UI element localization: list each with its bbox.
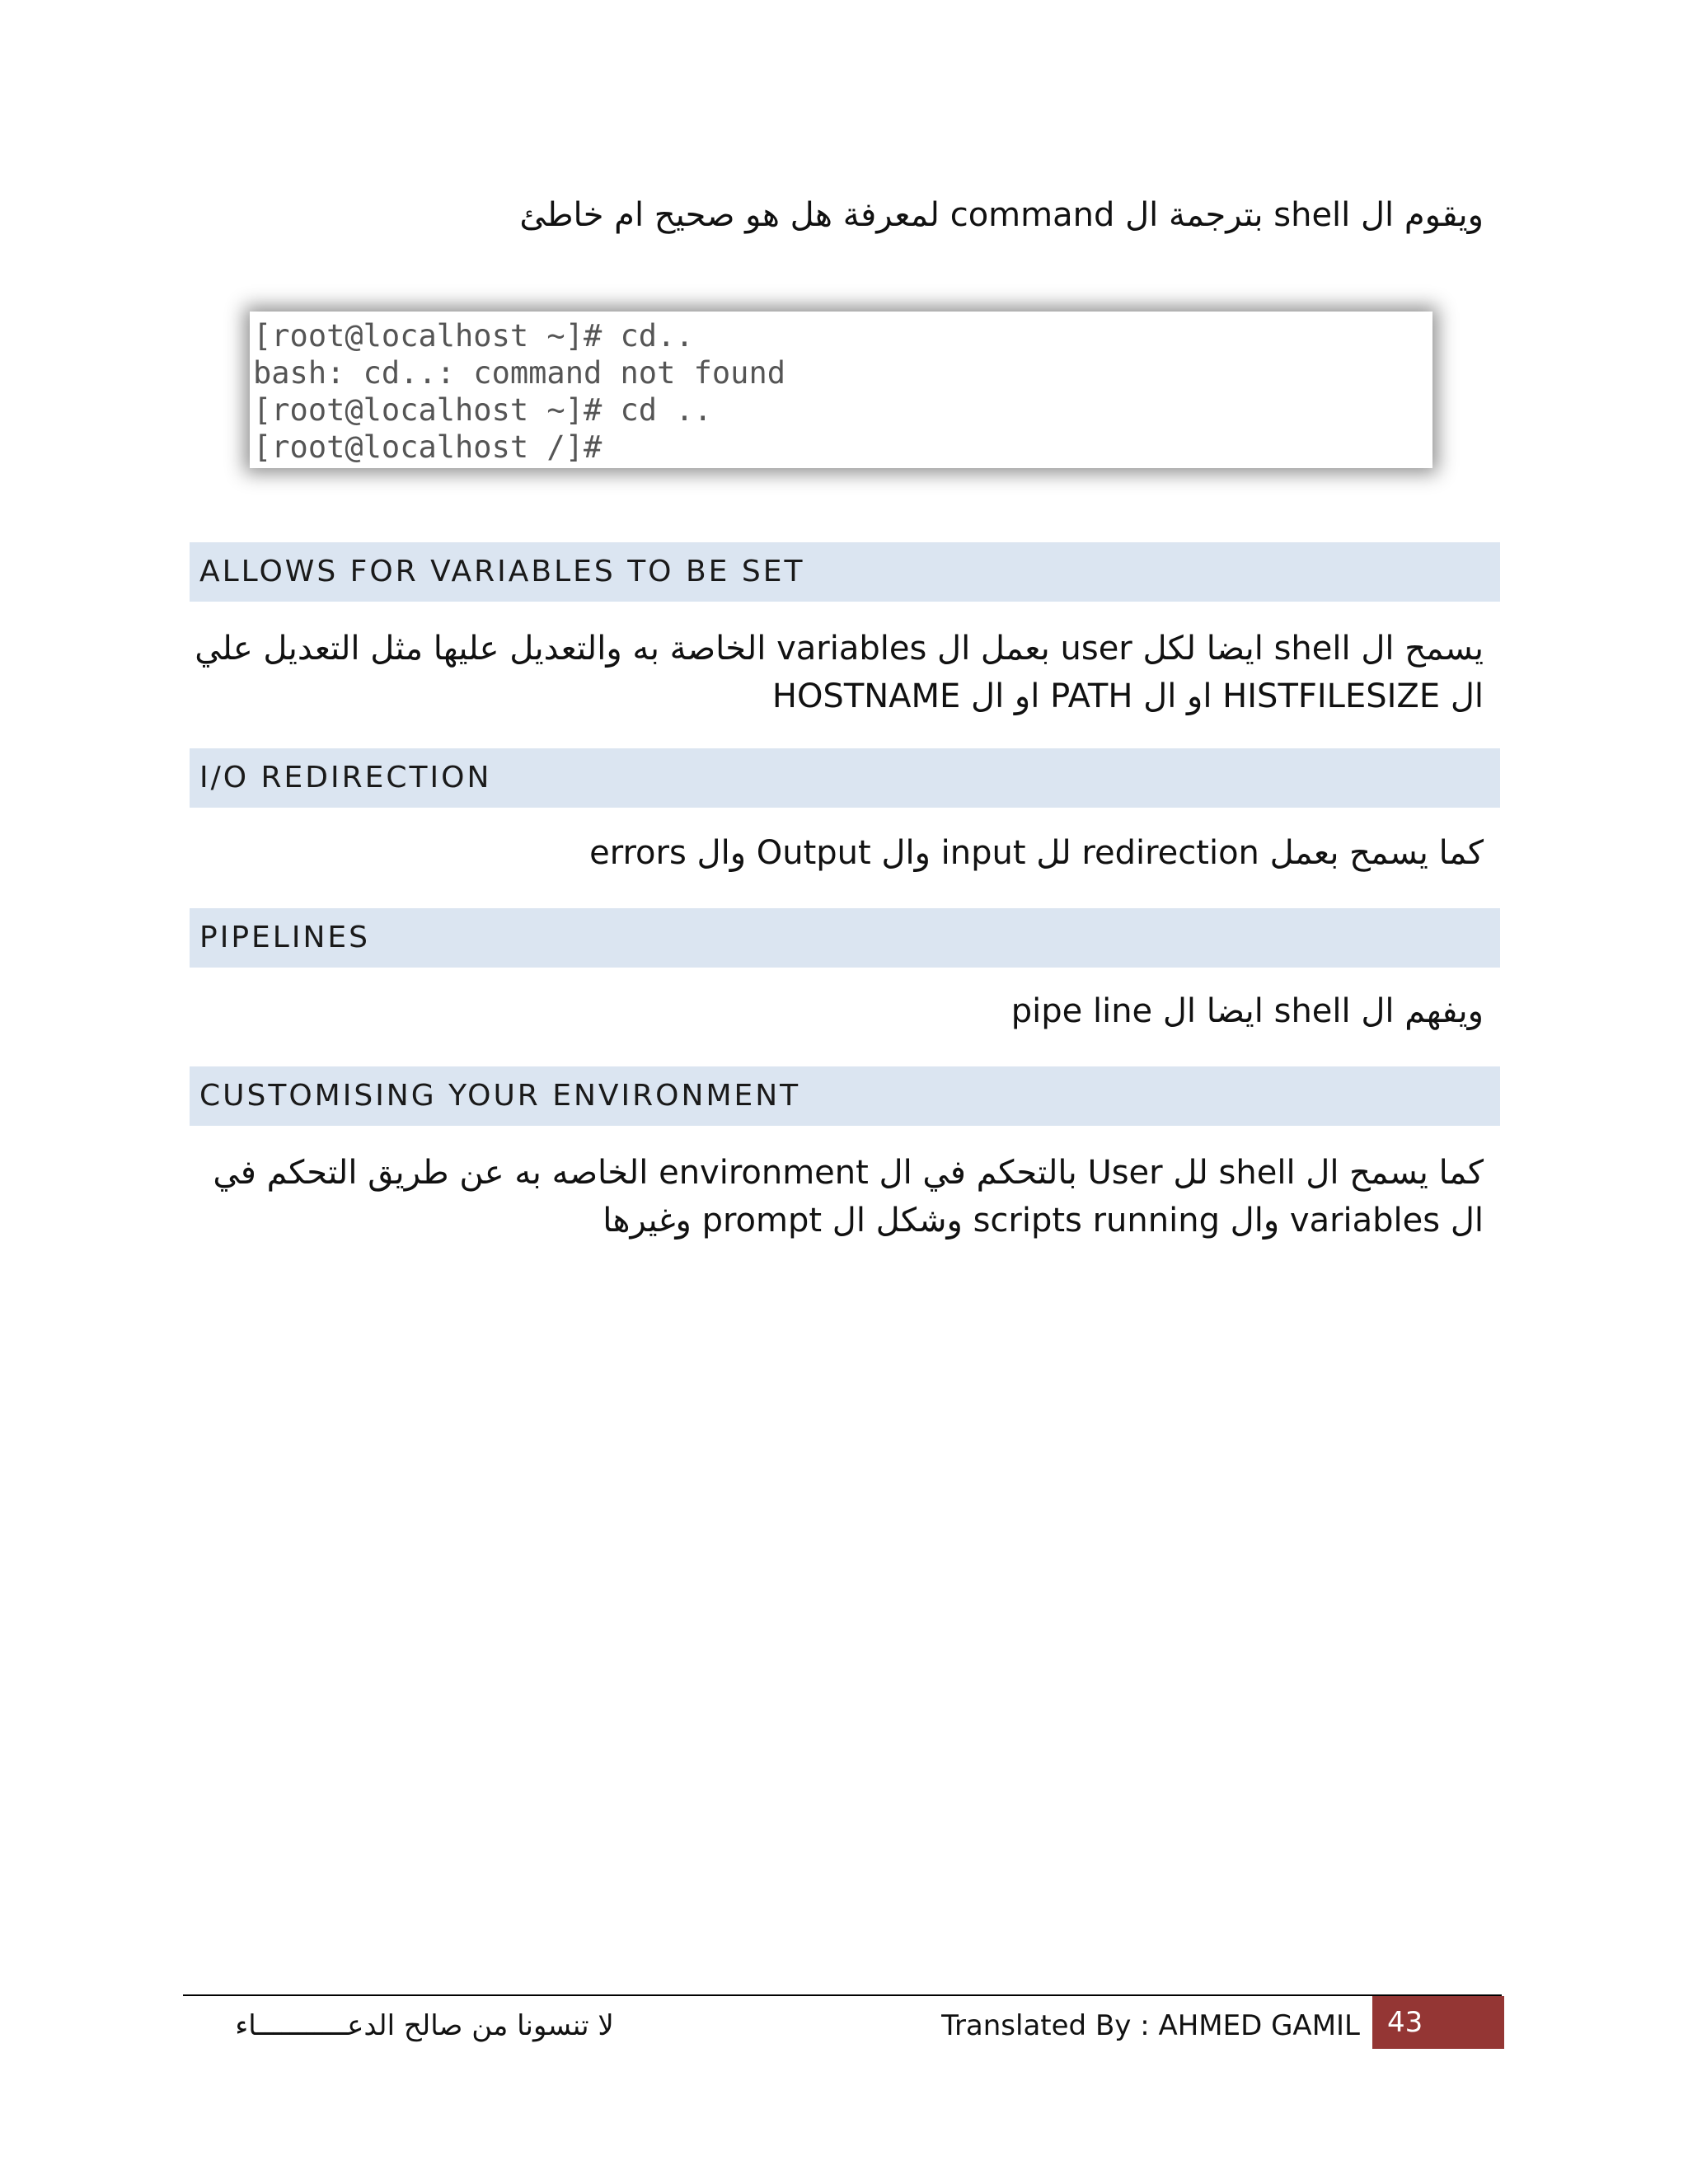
paragraph-line: كما يسمح ال shell لل User بالتحكم في ال environment الخاصه به عن طريق التحكم في bbox=[213, 1154, 1484, 1192]
section-heading-variables: ALLOWS FOR VARIABLES TO BE SET bbox=[190, 542, 1500, 602]
paragraph-line: ويقوم ال shell بترجمة ال command لمعرفة هل هو صحيح ام خاطئ bbox=[519, 196, 1484, 234]
terminal-line: [root@localhost ~]# cd .. bbox=[253, 392, 712, 428]
terminal-line: [root@localhost /]# bbox=[253, 429, 603, 465]
section-heading-io-redirection: I/O REDIRECTION bbox=[190, 748, 1500, 808]
terminal-line: bash: cd..: command not found bbox=[253, 355, 786, 391]
paragraph-line: يسمح ال shell ايضا لكل user بعمل ال variables الخاصة به والتعديل عليها مثل التعديل علي bbox=[195, 630, 1484, 668]
paragraph-line: ال HISTFILESIZE او ال PATH او ال HOSTNAME bbox=[771, 677, 1484, 715]
footer-divider bbox=[183, 1994, 1502, 1996]
pipelines-paragraph bbox=[190, 987, 1484, 1035]
io-redirection-paragraph bbox=[190, 829, 1484, 877]
page-number: 43 bbox=[1372, 1996, 1504, 2049]
intro-paragraph bbox=[190, 191, 1484, 239]
section-heading-environment: CUSTOMISING YOUR ENVIRONMENT bbox=[190, 1066, 1500, 1126]
section-heading-pipelines: PIPELINES bbox=[190, 908, 1500, 968]
terminal-line: [root@localhost ~]# cd.. bbox=[253, 318, 694, 354]
paragraph-line: كما يسمح بعمل redirection لل input وال Output وال errors bbox=[589, 834, 1484, 872]
environment-paragraph bbox=[190, 1149, 1484, 1244]
paragraph-line: ويفهم ال shell ايضا ال pipe line bbox=[1010, 992, 1484, 1030]
variables-paragraph bbox=[190, 625, 1484, 720]
footer-credit: Translated By : AHMED GAMIL bbox=[941, 2009, 1360, 2042]
paragraph-line: ال variables وال scripts running وشكل ال prompt وغيرها bbox=[603, 1202, 1484, 1240]
footer-dua: لا تنسونا من صالح الدعـــــــــــاء bbox=[235, 2009, 614, 2042]
terminal-screenshot bbox=[250, 312, 1432, 468]
